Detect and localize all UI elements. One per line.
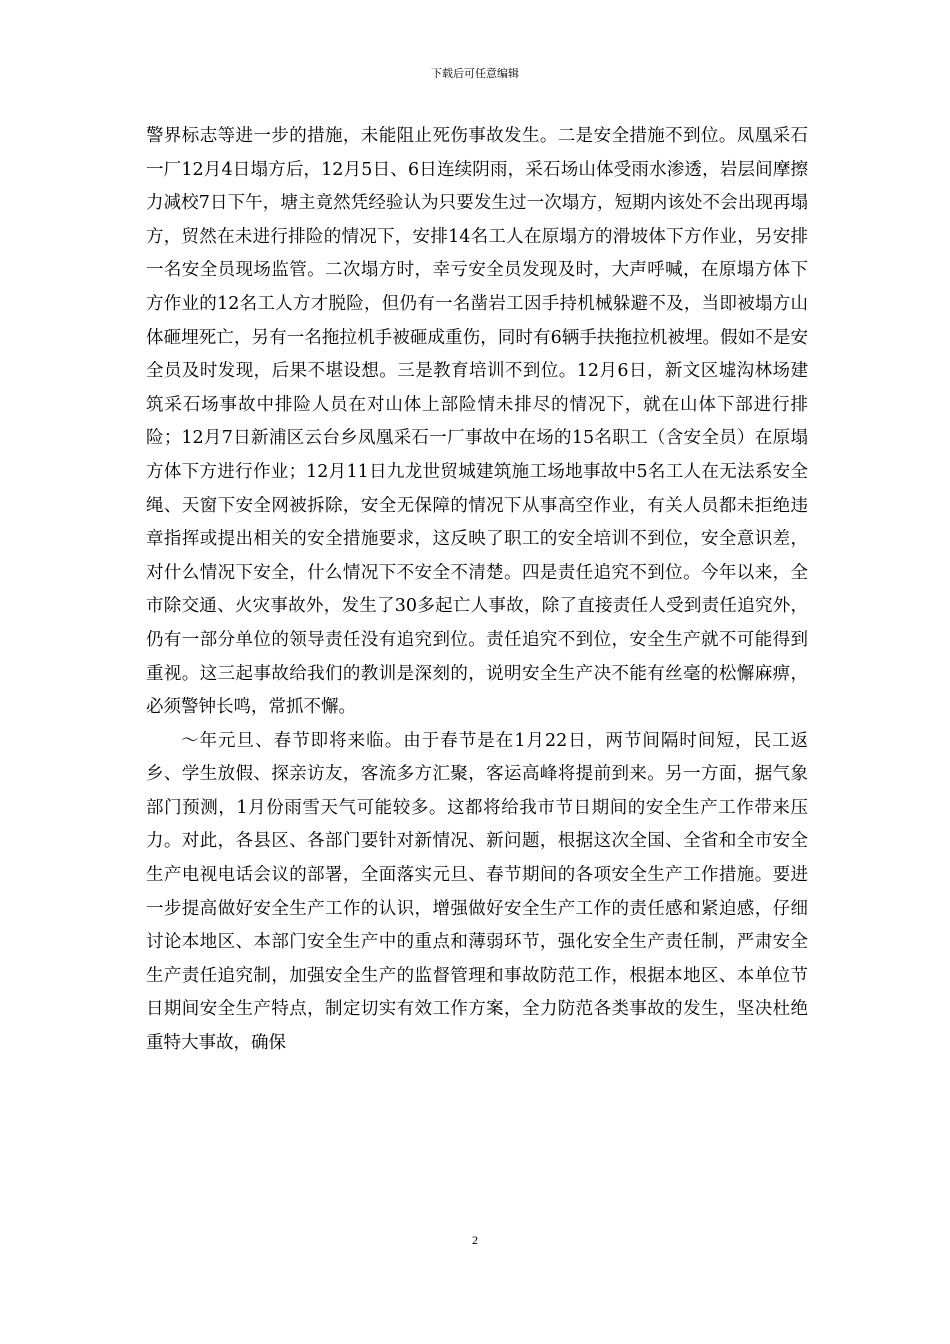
body-paragraph-2: ～年元旦、春节即将来临。由于春节是在1月22日，两节间隔时间短，民工返乡、学生放假、探亲访友，客流多方汇聚，客运高峰将提前到来。另一方面，据气象部门预测，1月份雨雪天气可能较多。这都将给我市节日期间的安全生产工作带来压力。对此，各县区、各部门要针对新情况、新问题，根据这次全国、全省和全市安全生产电视电话会议的部署，全面落实元旦、春节期间的各项安全生产工作措施。要进一步提高做好安全生产工作的认识，增强做好安全生产工作的责任感和紧迫感，仔细讨论本地区、本部门安全生产中的重点和薄弱环节，强化安全生产责任制，严肃安全生产责任追究制，加强安全生产的监督管理和事故防范工作，根据本地区、本单位节日期间安全生产特点，制定切实有效工作方案，全力防范各类事故的发生，坚决杜绝重特大事故，确保	[146, 730, 808, 1054]
document-body	[146, 120, 808, 1061]
body-paragraph-1: 警界标志等进一步的措施，未能阻止死伤事故发生。二是安全措施不到位。凤凰采石一厂12月4日塌方后，12月5日、6日连续阴雨，采石场山体受雨水渗透，岩层间摩擦力减校7日下午，塘主竟然凭经验认为只要发生过一次塌方，短期内该处不会出现再塌方，贸然在未进行排险的情况下，安排14名工人在原塌方的滑坡体下方作业，另安排一名安全员现场监管。二次塌方时，幸亏安全员发现及时，大声呼喊，在原塌方体下方作业的12名工人方才脱险，但仍有一名凿岩工因手持机械躲避不及，当即被塌方山体砸埋死亡，另有一名拖拉机手被砸成重伤，同时有6辆手扶拖拉机被埋。假如不是安全员及时发现，后果不堪设想。三是教育培训不到位。12月6日，新文区墟沟林场建筑采石场事故中排险人员在对山体上部险情未排尽的情况下，就在山体下部进行排险；12月7日新浦区云台乡凤凰采石一厂事故中在场的15名职工（含安全员）在原塌方体下方进行作业；12月11日九龙世贸城建筑施工场地事故中5名工人在无法系安全绳、天窗下安全网被拆除，安全无保障的情况下从事高空作业，有关人员都未拒绝违章指挥或提出相关的安全措施要求，这反映了职工的安全培训不到位，安全意识差，对什么情况下安全，什么情况下不安全不清楚。四是责任追究不到位。今年以来，全市除交通、火灾事故外，发生了30多起亡人事故，除了直接责任人受到责任追究外，仍有一部分单位的领导责任没有追究到位。责任追究不到位，安全生产就不可能得到重视。这三起事故给我们的教训是深刻的，说明安全生产决不能有丝毫的松懈麻痹，必须警钟长鸣，常抓不懈。	[146, 126, 808, 718]
page-number: 2	[472, 1233, 478, 1247]
page-header: 下载后可任意编辑	[431, 67, 519, 80]
